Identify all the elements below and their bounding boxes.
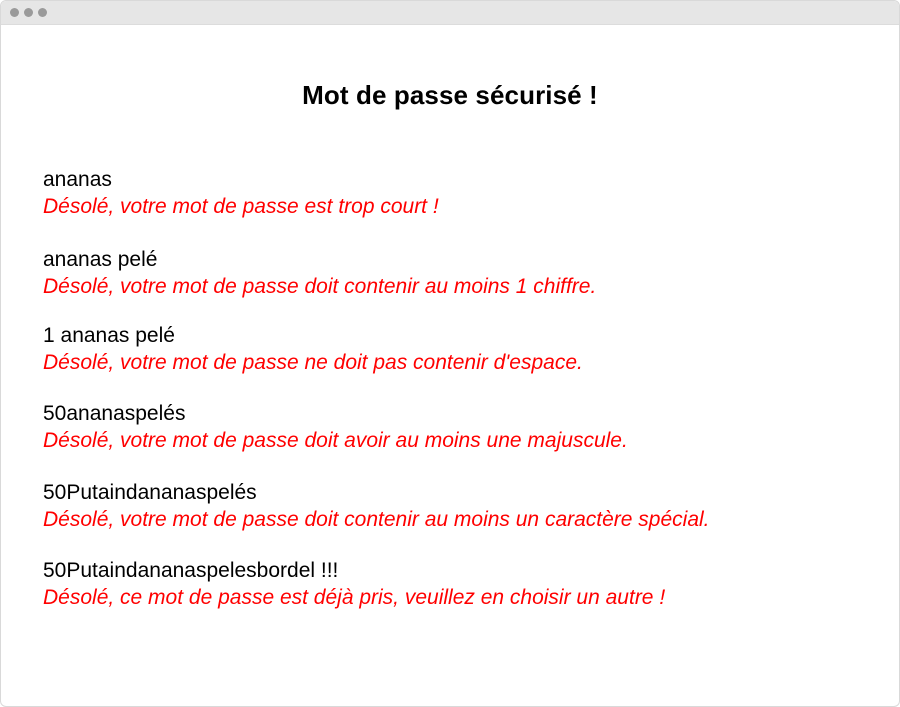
error-message: Désolé, votre mot de passe est trop court ! bbox=[43, 195, 439, 218]
password-entry bbox=[43, 166, 883, 220]
password-text: ananas pelé bbox=[43, 248, 158, 271]
window-minimize-dot-icon[interactable] bbox=[24, 8, 33, 17]
password-text: 50Putaindananaspelés bbox=[43, 481, 257, 504]
password-text: 1 ananas pelé bbox=[43, 324, 175, 347]
password-text: ananas bbox=[43, 168, 112, 191]
page-title: Mot de passe sécurisé ! bbox=[302, 80, 598, 110]
window-maximize-dot-icon[interactable] bbox=[38, 8, 47, 17]
password-entry bbox=[43, 479, 883, 533]
password-text: 50Putaindananaspelesbordel !!! bbox=[43, 559, 339, 582]
password-entry bbox=[43, 400, 883, 454]
error-message: Désolé, votre mot de passe doit avoir au moins une majuscule. bbox=[43, 429, 628, 452]
window-titlebar bbox=[1, 1, 899, 25]
error-message: Désolé, votre mot de passe ne doit pas contenir d'espace. bbox=[43, 351, 583, 374]
window-close-dot-icon[interactable] bbox=[10, 8, 19, 17]
error-message: Désolé, votre mot de passe doit contenir au moins 1 chiffre. bbox=[43, 275, 597, 298]
password-entry bbox=[43, 557, 883, 611]
error-message: Désolé, ce mot de passe est déjà pris, veuillez en choisir un autre ! bbox=[43, 586, 666, 609]
error-message: Désolé, votre mot de passe doit contenir au moins un caractère spécial. bbox=[43, 508, 710, 531]
password-entry bbox=[43, 246, 883, 300]
password-entry bbox=[43, 322, 883, 376]
password-text: 50ananaspelés bbox=[43, 402, 186, 425]
